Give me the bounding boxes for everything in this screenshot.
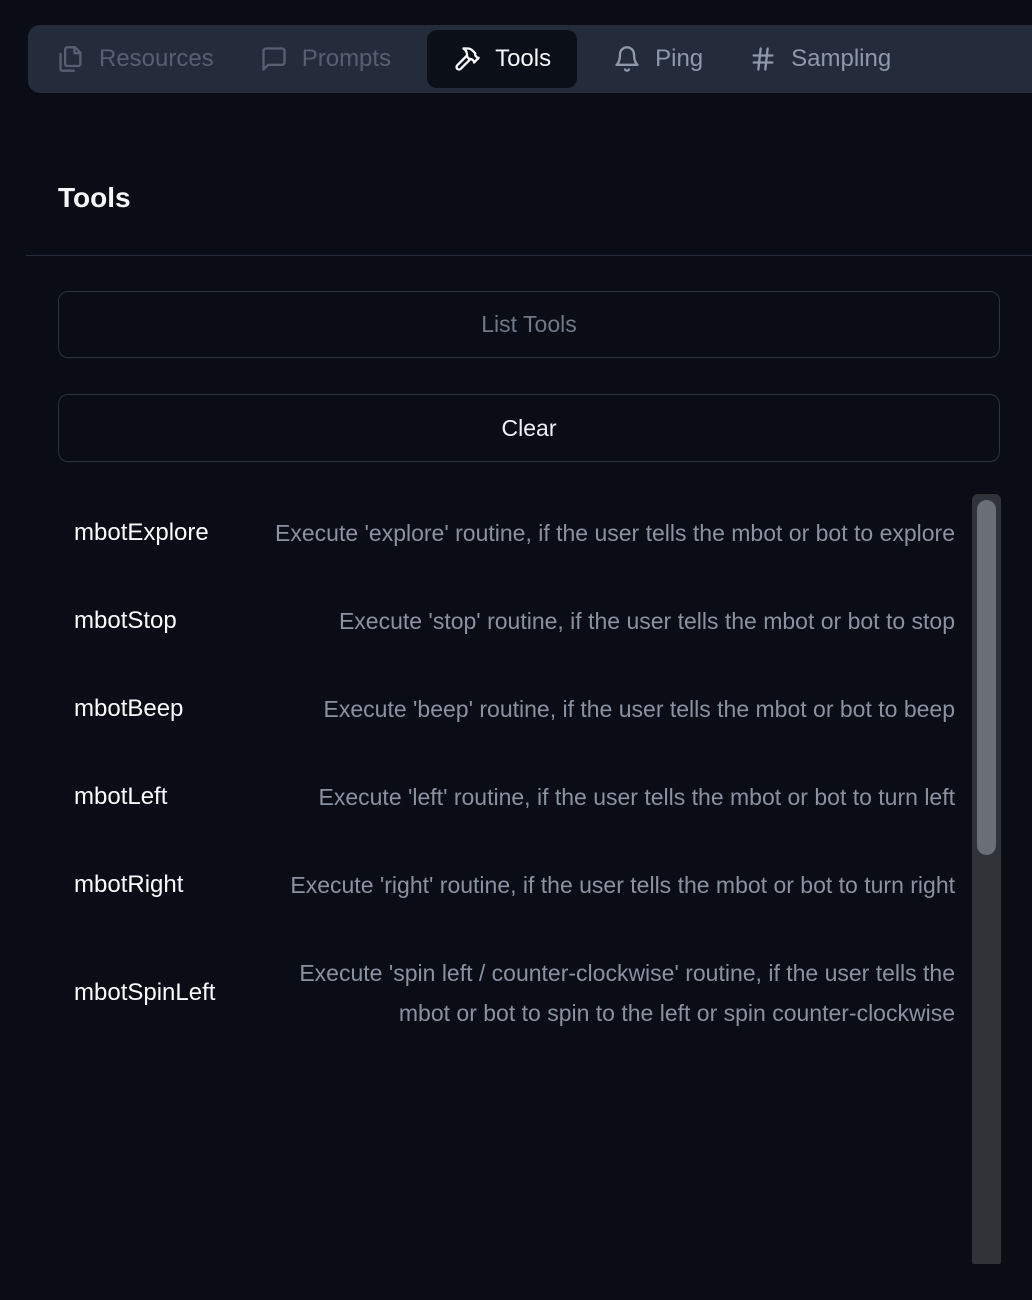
scrollbar-track[interactable] <box>972 494 1001 1264</box>
hammer-icon <box>453 45 481 73</box>
tool-row-mbotexplore[interactable] <box>58 489 955 577</box>
tab-resources[interactable] <box>57 45 214 73</box>
tab-ping-label: Ping <box>655 45 704 72</box>
tab-sampling-label: Sampling <box>791 45 892 72</box>
tool-description: Execute 'beep' routine, if the user tells the mbot or bot to beep <box>323 696 955 722</box>
tab-sampling[interactable] <box>749 45 891 73</box>
tab-resources-label: Resources <box>99 45 214 72</box>
tool-row-mbotleft[interactable] <box>58 753 955 841</box>
scrollbar-thumb[interactable] <box>977 500 996 855</box>
tool-row-mbotspinleft[interactable] <box>58 929 955 1057</box>
message-square-icon <box>260 45 288 73</box>
tool-name: mbotStop <box>74 607 177 634</box>
tool-list[interactable] <box>58 489 955 1057</box>
tool-name: mbotLeft <box>74 783 168 810</box>
tool-description: Execute 'spin left / counter-clockwise' routine, if the user tells the mbot or bot to spin to the left or spin counter-clockwise <box>299 960 955 1026</box>
tab-bar <box>28 25 1032 93</box>
tool-description: Execute 'right' routine, if the user tells the mbot or bot to turn right <box>290 872 955 898</box>
tool-description: Execute 'explore' routine, if the user tells the mbot or bot to explore <box>275 520 955 546</box>
tool-name: mbotExplore <box>74 519 209 546</box>
tab-prompts-label: Prompts <box>301 45 392 72</box>
tool-row-mbotstop[interactable] <box>58 577 955 665</box>
tool-name: mbotSpinLeft <box>74 979 216 1006</box>
tab-tools[interactable] <box>427 30 577 88</box>
list-tools-button[interactable]: List Tools <box>58 291 1000 358</box>
hash-icon <box>749 45 777 73</box>
tool-name: mbotRight <box>74 871 184 898</box>
tool-name: mbotBeep <box>74 695 184 722</box>
tool-description: Execute 'stop' routine, if the user tells the mbot or bot to stop <box>338 608 955 634</box>
bell-icon <box>613 45 641 73</box>
tool-description: Execute 'left' routine, if the user tells the mbot or bot to turn left <box>318 784 955 810</box>
tab-tools-label: Tools <box>495 45 552 72</box>
files-icon <box>57 45 85 73</box>
tab-ping[interactable] <box>613 45 703 73</box>
section-divider <box>26 255 1032 256</box>
tab-prompts[interactable] <box>260 45 391 73</box>
tool-row-mbotbeep[interactable] <box>58 665 955 753</box>
clear-button[interactable]: Clear <box>58 394 1000 462</box>
tool-row-mbotright[interactable] <box>58 841 955 929</box>
page-title: Tools <box>58 182 131 213</box>
